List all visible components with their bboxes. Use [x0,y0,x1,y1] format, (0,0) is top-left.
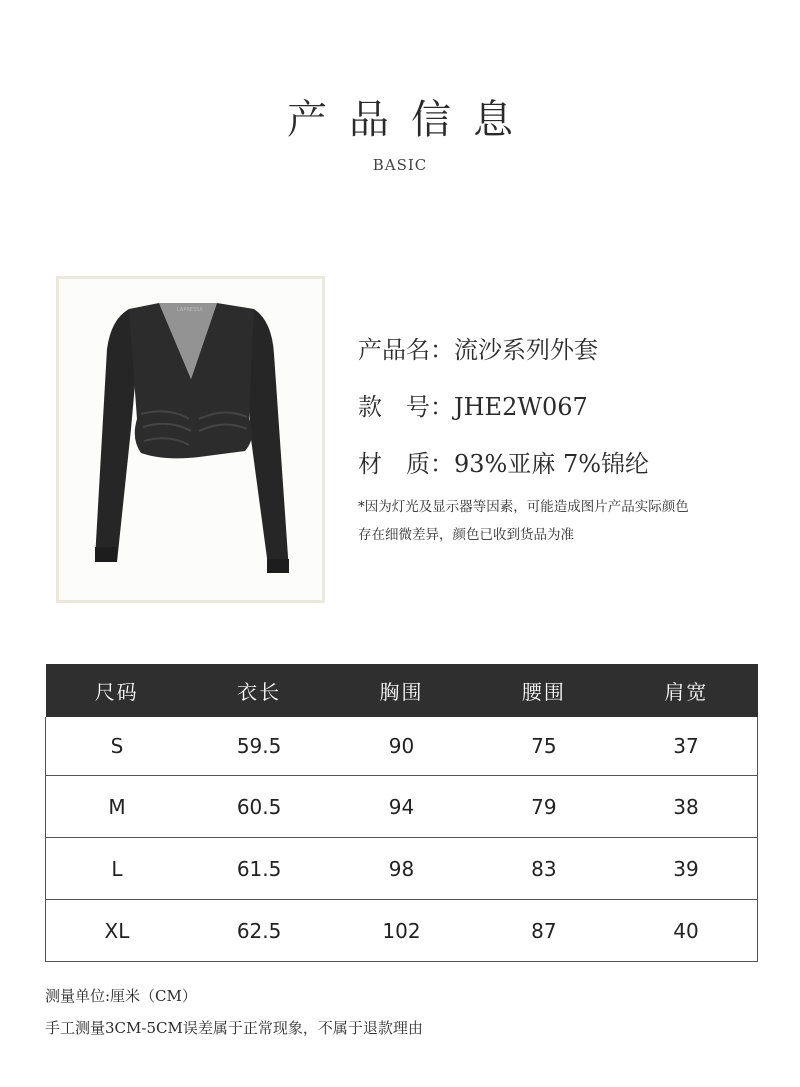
color-disclaimer-line-1: *因为灯光及显示器等因素，可能造成图片产品实际颜色 [358,499,689,515]
product-style-label: 款 号： [358,393,454,421]
product-name-value: 流沙系列外套 [454,336,598,364]
product-style-row [358,387,778,444]
product-material-label: 材 质： [358,450,454,478]
cell-shoulder: 39 [615,838,757,900]
product-material-value: 93%亚麻 7%锦纶 [454,450,650,478]
header-bust: 胸围 [330,664,472,717]
product-name-label: 产品名： [358,336,454,364]
cell-waist: 79 [473,776,615,838]
cell-bust: 90 [388,734,415,758]
cell-size: M [46,776,188,838]
cell-waist: 87 [473,900,615,962]
header-shoulder: 肩宽 [615,664,757,717]
product-style-value: JHE2W067 [454,393,588,421]
product-info [358,330,778,549]
cell-bust: 102 [330,900,472,962]
jacket-image-icon [59,279,322,600]
header-waist: 腰围 [473,664,615,717]
page-title: 产品信息 [287,97,535,143]
cell-shoulder: 37 [673,734,699,758]
measurement-tolerance: 手工测量3CM-5CM误差属于正常现象，不属于退款理由 [45,1019,423,1037]
cell-waist: 75 [531,734,557,758]
garment-label: LAPRESSA [177,307,203,313]
size-table-header [46,664,758,717]
cell-bust: 94 [330,776,472,838]
header-size: 尺码 [46,664,188,717]
cell-size: XL [46,900,188,962]
cell-bust: 98 [330,838,472,900]
cell-length: 62.5 [188,900,330,962]
color-disclaimer [358,493,778,549]
product-image [56,276,325,603]
table-row [46,838,758,900]
measurement-unit: 测量单位:厘米（CM） [45,987,197,1005]
cell-waist: 83 [473,838,615,900]
product-name-row [358,330,778,387]
size-table [45,664,758,962]
page-subtitle: BASIC [372,156,428,174]
table-row [46,776,758,838]
color-disclaimer-line-2: 存在细微差异，颜色已收到货品为准 [358,527,574,543]
cell-length: 61.5 [188,838,330,900]
header-length: 衣长 [188,664,330,717]
table-row [46,900,758,962]
cell-size: S [110,734,124,758]
cell-shoulder: 38 [615,776,757,838]
cell-shoulder: 40 [615,900,757,962]
cell-length: 60.5 [188,776,330,838]
table-row [46,717,758,776]
cell-size: L [46,838,188,900]
cell-length: 59.5 [236,734,282,758]
